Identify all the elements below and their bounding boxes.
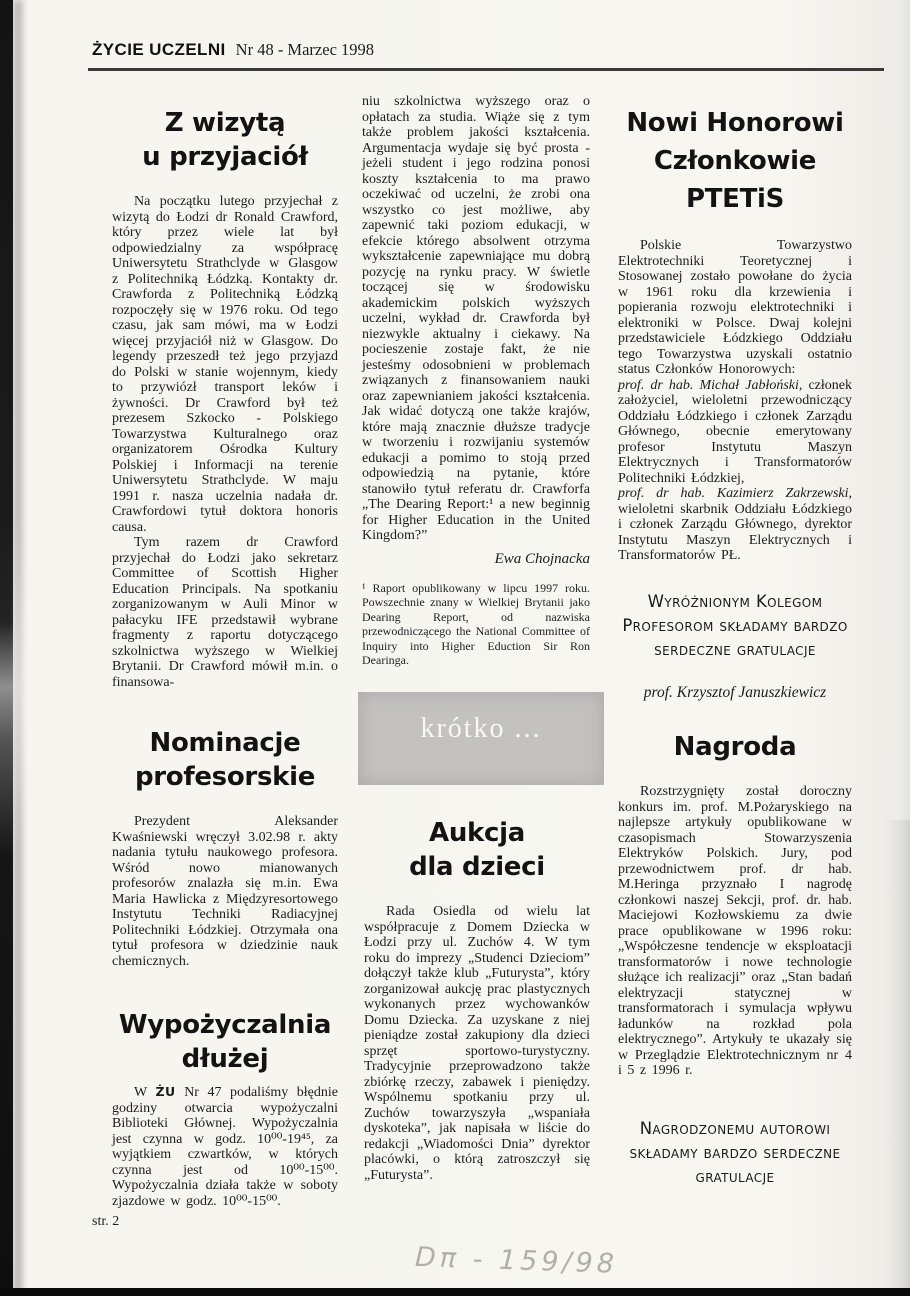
shorts-section-banner (358, 692, 604, 785)
title-line: profesorskie (134, 762, 316, 792)
article-ptetis-intro: Polskie Towarzystwo Elektrotechniki Teoretycznej i Stosowanej zostało powołane do życia w 1961 roku dla krzewienia i popierania rozwoju elektrotechniki i elektroniki w Polsce. Dwaj kolejni przedstawiciele Łódzkiego Oddziału tego Towarzystwa uzyskali ostatnio status Członków Honorowych: (618, 238, 852, 377)
body-text-segment: Nr 47 podaliśmy błędnie godziny otwarcia wypożyczalni Biblioteki Głównej. Wypożyczalnia jest czynna w godz. 10⁰⁰-19⁴⁵, za wyjątkiem czwartków, w których czynna jest od 10⁰⁰-15⁰⁰. Wypożyczalnia działa także w soboty zjazdowe w godz. 10⁰⁰-15⁰⁰. (112, 1085, 338, 1209)
masthead (92, 40, 374, 60)
author-signature: prof. Krzysztof Januszkiewicz (643, 683, 827, 701)
congrats-line: składamy bardzo serdeczne (629, 1142, 841, 1162)
article-award-title: Nagroda (673, 732, 797, 762)
title-line: Aukcja (429, 818, 525, 848)
congrats-line: serdeczne gratulacje (654, 639, 816, 659)
issue-date: Nr 48 - Marzec 1998 (235, 40, 375, 59)
honoree-description: wieloletni skarbnik Oddziału Łódzkiego i członek Zarządu Głównego, dyrektor Instytutu Maszyn Elektrycznych i Transformatorów PŁ. (618, 501, 852, 563)
body-text-segment: W (134, 1085, 156, 1100)
title-line: PTETiS (685, 184, 785, 214)
article-visit-column-2 (362, 94, 590, 668)
article-visit-paragraph-1: Na początku lutego przyjechał z wizytą do Łodzi dr Ronald Crawford, który przez wiele lat był odpowiedzialny za współpracę Uniwersytetu Strathclyde w Glasgow z Politechniką Łódzką. Kontakty dr. Crawforda z Politechniką Łódzką rozpoczęły się w 1976 roku. Od tego czasu, jak sam mówi, ma w Łodzi więcej przyjaciół niż w Glasgow. Do legendy przeszedł też jego przyjazd do Polski w stanie wojennym, kiedy to przywiózł transport leków i żywności. Dr Crawford był też prezesem Szkocko - Polskiego Towarzystwa Kulturalnego oraz organizatorem Ośrodka Kultury Polskiej i Informacji na terenie Uniwersytetu Strathclyde. W maju 1991 r. nasza uczelnia nadała dr. Crawfordowi tytuł doktora honoris causa. (112, 194, 338, 535)
title-line: Wypożyczalnia (118, 1010, 332, 1040)
title-line: dla dzieci (409, 852, 545, 882)
footnote: ¹ Raport opublikowany w lipcu 1997 roku. Powszechnie znany w Wielkiej Brytanii jako Dearing Report, od nazwiska przewodniczącego the National Committee of Inquiry into Higher Eduction Sir Ron Dearinga. (362, 580, 590, 668)
congrats-line: Wyróżnionym Kolegom (647, 591, 823, 611)
article-ptetis-title (618, 104, 852, 218)
article-auction-title (364, 816, 590, 884)
article-library-hours (112, 1008, 338, 1209)
title-line: Z wizytą (164, 108, 286, 138)
article-visit-title (112, 106, 338, 174)
article-award (618, 730, 852, 1189)
scan-edge-bottom (0, 1288, 910, 1296)
article-auction-body: Rada Osiedla od wielu lat współpracuje z Domem Dziecka w Łodzi przy ul. Zuchów 4. W tym roku do imprezy „Studenci Dzieciom” dołączył także klub „Futurysta”, który zorganizował aukcję prac plastycznych wykonanych przez wychowanków Domu Dziecka. Za uzyskane z niej pieniądze został zakupiony dla dzieci sprzęt sportowo-turystyczny. Tradycyjnie przeprowadzono także zbiórkę rzeczy, zabawek i pieniędzy. Wspólnemu spotkaniu przy ul. Zuchów towarzyszyła „wspaniała dyskoteka”, jak napisała w liście do redakcji „Wiadomości Dnia” dyrektor placówki, o którą zatroszczył się „Futurysta”. (364, 904, 590, 1183)
title-line: dłużej (181, 1044, 269, 1074)
scan-edge-artifact (0, 0, 13, 1296)
congratulations-note (618, 1117, 852, 1189)
article-nominations-body: Prezydent Aleksander Kwaśniewski wręczył 3.02.98 r. akty nadania tytułu naukowego profesora. Wśród nowo mianowanych profesorów znalazła się m.in. Ewa Maria Hawlicka z Międzyresortowego Instytutu Techniki Radiacyjnej Politechniki Łódzkiej. Otrzymała ona tytuł profesora w dziedzinie nauk chemicznych. (112, 814, 338, 969)
article-visit-continuation: niu szkolnictwa wyższego oraz o opłatach za studia. Wiąże się z tym także problem jakości kształcenia. Argumentacja wydaje się być prosta - jeżeli student i jego rodzina ponosi koszty kształcenia to ma prawo oczekiwać od uczelni, że zrobi ona wszystko co jest możliwe, aby zapewnić taki poziom edukacji, w efekcie którego absolwent otrzyma wykształcenie zapewniające mu dobrą pozycję na rynku pracy. W świetle toczącej się w środowisku akademickim polskich wyższych uczelni, wykład dr. Crawforda był niezwykle aktualny i ciekawy. Na pocieszenie zostaje fakt, że nie jesteśmy odosobnieni w problemach związanych z finansowaniem nauki oraz zapewnianiem jakości kształcenia. Jak widać dotyczą one także krajów, które mają znacznie dłuższe tradycje w tworzeniu i rozwijaniu systemów edukacji a pomimo to stoją przed odpowiedzią na pytanie, które stanowiło tytuł referatu dr. Crawforfa „The Dearing Report:¹ a new beginnig for Higher Education in the United Kingdom?” (362, 94, 590, 543)
title-line: Nominacje (149, 728, 301, 758)
title-line: u przyjaciół (142, 142, 308, 172)
honoree-name: prof. dr hab. Michał Jabłoński, (618, 377, 803, 393)
newsletter-title: ŻYCIE UCZELNI (92, 40, 226, 59)
honoree-name: prof. dr hab. Kazimierz Zakrzewski, (618, 486, 852, 501)
article-auction (364, 816, 590, 1183)
honoree-description: członek założyciel, wieloletni przewodniczący Oddziału Łódzkiego i członek Zarządu Głównego, obecnie emerytowany profesor Instytutu Maszyn Elektrycznych i Transformatorów Politechniki Łódzkiej, (618, 377, 852, 486)
congratulations-note (618, 590, 852, 662)
title-line: Członkowie (653, 146, 817, 176)
congrats-line: Nagrodzonemu autorowi (639, 1118, 831, 1138)
zu-abbreviation: ŻU (155, 1084, 176, 1099)
article-ptetis-member-1 (618, 378, 852, 487)
article-visit-column-1 (112, 106, 338, 690)
article-visit-paragraph-2: Tym razem dr Crawford przyjechał do Łodzi jako sekretarz Committee of Scottish Higher Education Principals. Na spotkaniu zorganizowanym w Auli Minor w pałacyku IFE przedstawił wybrane fragmenty z raportu dotyczącego szkolnictwa wyższego w Wielkiej Brytanii. Dr Crawford mówił m.in. o finansowa- (112, 535, 338, 690)
shorts-banner-label: krótko ... (420, 713, 542, 744)
article-library-body (112, 1084, 338, 1209)
scan-edge-fade (13, 0, 23, 1296)
title-line: Nowi Honorowi (626, 108, 844, 138)
article-nominations-title (112, 726, 338, 794)
author-signature: Ewa Chojnacka (494, 550, 590, 567)
congrats-line: gratulacje (695, 1166, 775, 1186)
article-award-body: Rozstrzygnięty został doroczny konkurs im. prof. M.Pożaryskiego na najlepsze artykuły opublikowane w czasopismach Stowarzyszenia Elektryków Polskich. Jury, pod przewodnictwem prof. dr hab. M.Heringa przyznało I nagrodę członkowi naszej Sekcji, prof. dr. hab. Maciejowi Kozłowskiemu za dwie prace opublikowane w 1996 roku: „Współczesne tendencje w eksploatacji transformatorów i nowe technologie służące ich realizacji” oraz „Stan badań elektryzacji statycznej w transformatorach i symulacja wpływu ładunków na rozkład pola elektrycznego”. Artykuły te ukazały się w Przeglądzie Elektrotechnicznym nr 4 i 5 z 1996 r. (618, 784, 852, 1078)
article-library-title (112, 1008, 338, 1076)
article-ptetis (618, 104, 852, 702)
page-number: str. 2 (92, 1214, 120, 1229)
handwritten-annotation: Dπ - 159/98 (414, 1241, 619, 1280)
masthead-rule (88, 68, 884, 71)
article-ptetis-member-2 (618, 486, 852, 564)
congrats-line: Profesorom składamy bardzo (622, 615, 848, 635)
article-nominations (112, 726, 338, 969)
scan-shadow-right (884, 820, 910, 1290)
